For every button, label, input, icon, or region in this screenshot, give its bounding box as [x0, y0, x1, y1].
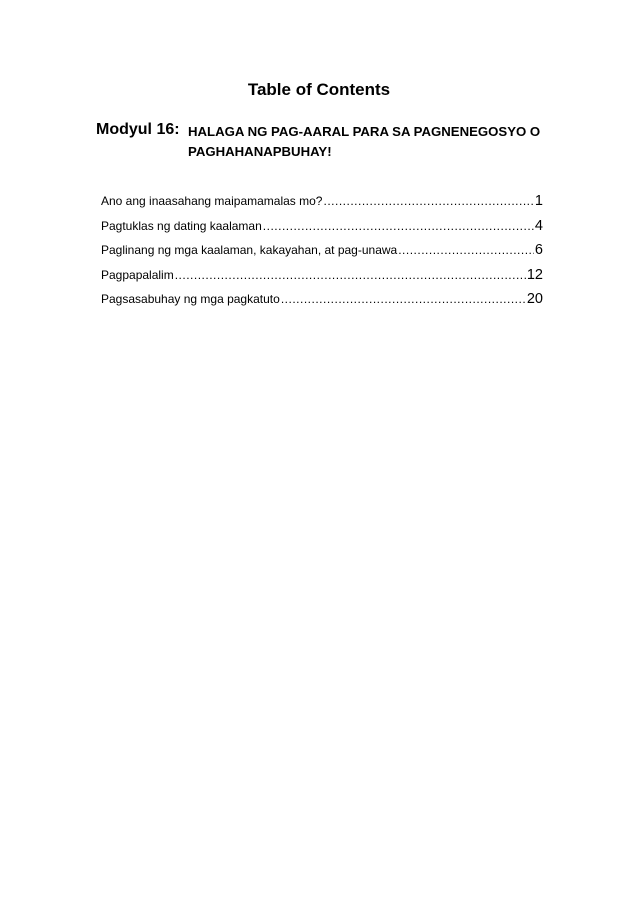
toc-leader-dots [175, 268, 526, 282]
toc-entry[interactable] [101, 291, 543, 316]
toc-entry-label: Pagpapalalim [101, 267, 174, 282]
toc-leader-dots [323, 194, 533, 208]
module-label: Modyul 16: [96, 121, 180, 138]
toc-title: Table of Contents [247, 80, 391, 99]
toc-leader-dots [281, 292, 526, 306]
toc-entry-page: 1 [534, 193, 543, 209]
toc-leader-dots [398, 243, 534, 257]
toc-entry-label: Paglinang ng mga kaalaman, kakayahan, at pag-unawa [101, 243, 398, 257]
toc-entry-page: 12 [526, 266, 543, 283]
module-title: HALAGA NG PAG-AARAL PARA SA PAGNENEGOSYO O PAGHAHANAPBUHAY! [188, 124, 541, 159]
toc-entry[interactable] [101, 267, 543, 292]
toc-entry-page: 4 [534, 217, 543, 234]
toc-entry[interactable] [101, 242, 543, 267]
toc-entry-label: Ano ang inaasahang maipamamalas mo? [101, 194, 323, 208]
toc-entry[interactable] [101, 218, 543, 243]
toc-entry-label: Pagtuklas ng dating kaalaman [101, 218, 262, 233]
toc-entry-label: Pagsasabuhay ng mga pagkatuto [101, 292, 280, 306]
toc-entry-page: 6 [534, 242, 543, 258]
toc-leader-dots [263, 219, 534, 233]
toc-entry[interactable] [101, 193, 543, 218]
toc-list [101, 193, 543, 316]
toc-entry-page: 20 [526, 291, 543, 307]
